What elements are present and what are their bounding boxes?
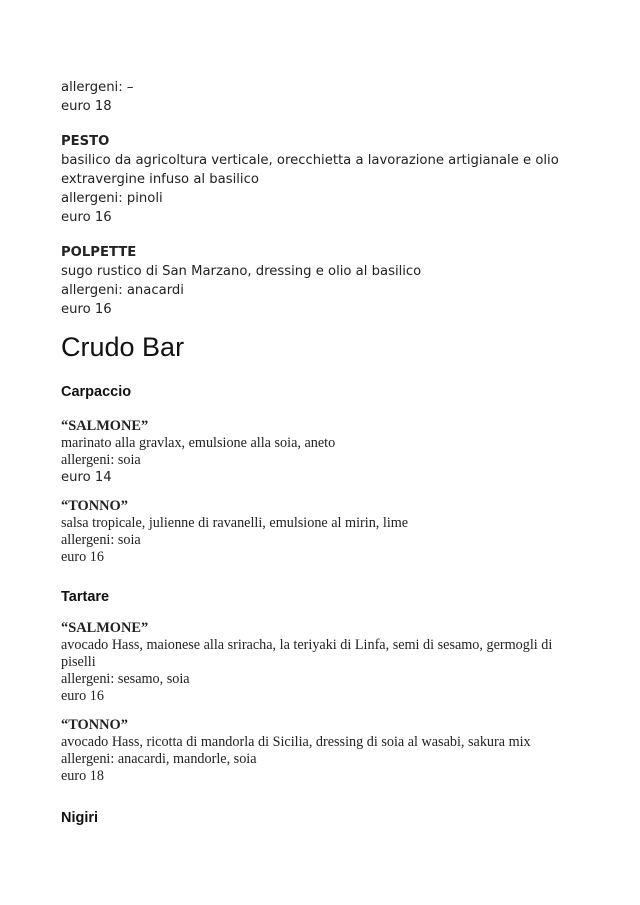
item-description: avocado Hass, maionese alla sriracha, la teriyaki di Linfa, semi di sesamo, germogli di piselli: [61, 637, 553, 670]
menu-item-polpette: [61, 243, 581, 319]
item-description: marinato alla gravlax, emulsione alla soia, aneto: [61, 435, 336, 451]
item-price: euro 14: [61, 470, 112, 485]
item-price: euro 16: [61, 688, 104, 704]
item-name: “SALMONE”: [61, 620, 149, 636]
menu-item-pesto: [61, 132, 581, 227]
item-allergens: allergeni: soia: [61, 452, 141, 468]
menu-item-carpaccio-salmone: [61, 418, 581, 486]
previous-item-tail: [61, 78, 581, 116]
item-name: PESTO: [61, 134, 110, 149]
item-allergens: allergeni: anacardi, mandorle, soia: [61, 751, 257, 767]
item-name: “TONNO”: [61, 717, 128, 733]
menu-item-tartare-tonno: [61, 717, 581, 785]
item-description: basilico da agricoltura verticale, orecchietta a lavorazione artigianale e olio extravergine infuso al basilico: [61, 153, 559, 187]
item-description: sugo rustico di San Marzano, dressing e olio al basilico: [61, 264, 422, 279]
item-allergens: allergeni: anacardi: [61, 283, 184, 298]
subsection-carpaccio: Carpaccio: [61, 384, 132, 400]
item-description: avocado Hass, ricotta di mandorla di Sicilia, dressing di soia al wasabi, sakura mix: [61, 734, 531, 750]
section-title: Crudo Bar: [61, 332, 185, 362]
item-price: euro 16: [61, 302, 112, 317]
item-allergens: allergeni: sesamo, soia: [61, 671, 190, 687]
item-description: salsa tropicale, julienne di ravanelli, emulsione al mirin, lime: [61, 515, 409, 531]
item-name: “TONNO”: [61, 498, 128, 514]
item-allergens: allergeni: –: [61, 80, 134, 95]
item-allergens: allergeni: pinoli: [61, 191, 163, 206]
item-allergens: allergeni: soia: [61, 532, 141, 548]
menu-item-carpaccio-tonno: [61, 498, 581, 566]
item-price: euro 18: [61, 99, 112, 114]
menu-page: [61, 78, 581, 827]
subsection-tartare: Tartare: [61, 589, 110, 605]
item-name: POLPETTE: [61, 245, 137, 260]
menu-item-tartare-salmone: [61, 620, 581, 705]
item-name: “SALMONE”: [61, 418, 149, 434]
item-price: euro 16: [61, 210, 112, 225]
subsection-nigiri: Nigiri: [61, 810, 99, 826]
item-price: euro 16: [61, 549, 104, 565]
item-price: euro 18: [61, 768, 104, 784]
